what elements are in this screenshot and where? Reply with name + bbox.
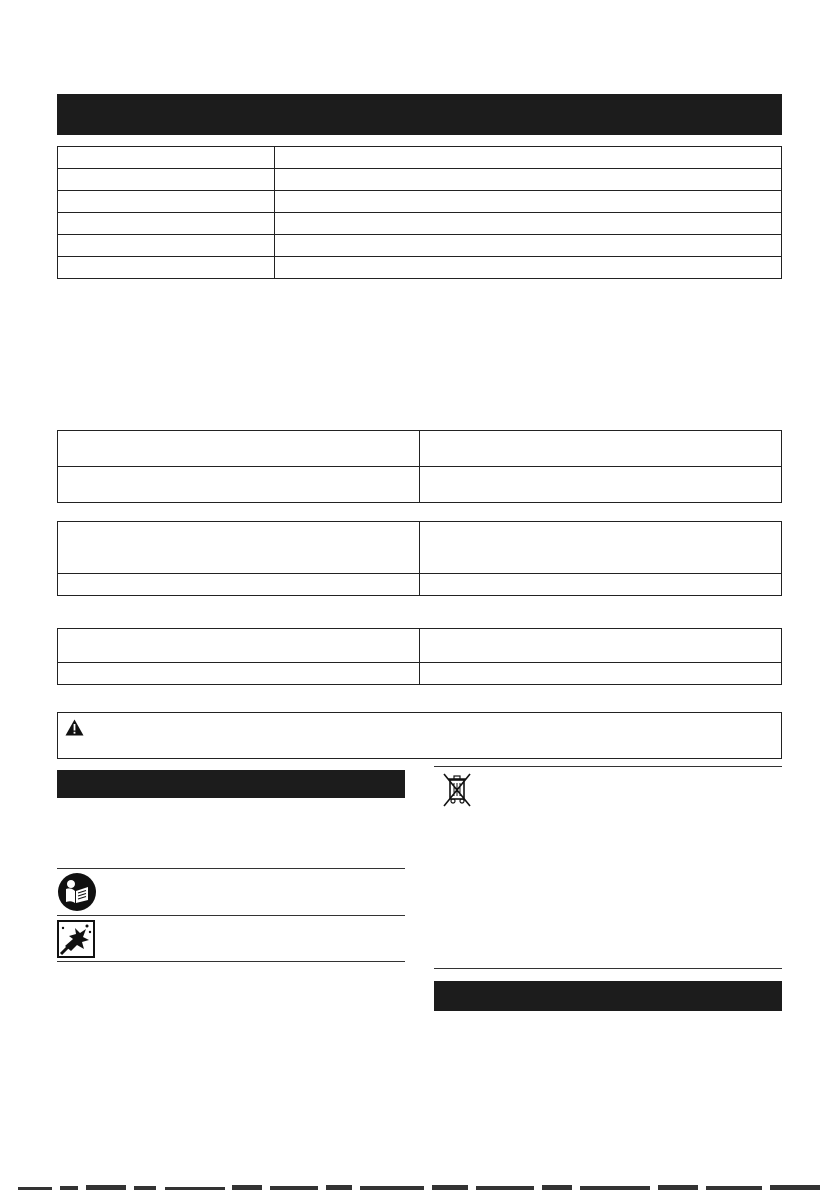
table-row xyxy=(58,169,782,191)
table-cell xyxy=(275,257,782,279)
divider xyxy=(434,766,782,767)
read-manual-icon xyxy=(57,872,97,912)
table-row xyxy=(58,431,782,467)
table-row xyxy=(58,257,782,279)
divider xyxy=(57,961,405,962)
table-row xyxy=(58,213,782,235)
table-cell xyxy=(275,213,782,235)
table-cell xyxy=(58,663,420,685)
symbols-heading-bar xyxy=(57,770,405,798)
noise-table-1 xyxy=(57,430,782,503)
table-row xyxy=(58,467,782,503)
table-cell xyxy=(420,522,782,574)
warning-triangle-icon xyxy=(65,719,84,736)
table-cell xyxy=(58,629,420,663)
table-cell xyxy=(420,467,782,503)
table-row xyxy=(58,191,782,213)
table-row xyxy=(58,663,782,685)
divider xyxy=(57,868,405,869)
table-cell xyxy=(58,574,420,596)
table-cell xyxy=(275,235,782,257)
table-cell xyxy=(275,169,782,191)
table-cell xyxy=(58,147,275,169)
table-cell xyxy=(275,147,782,169)
flying-debris-icon xyxy=(57,920,95,958)
divider xyxy=(434,968,782,969)
crossed-out-wheelie-bin-icon xyxy=(440,770,474,810)
title-bar xyxy=(57,94,782,135)
table-cell xyxy=(58,169,275,191)
table-row xyxy=(58,629,782,663)
table-cell xyxy=(58,191,275,213)
warning-box xyxy=(57,712,782,759)
table-cell xyxy=(58,213,275,235)
table-cell xyxy=(420,629,782,663)
table-cell xyxy=(420,663,782,685)
specification-table xyxy=(57,146,782,279)
table-cell xyxy=(58,257,275,279)
table-cell xyxy=(58,431,420,467)
table-row xyxy=(58,574,782,596)
table-cell xyxy=(58,235,275,257)
table-cell xyxy=(58,467,420,503)
noise-table-3 xyxy=(57,628,782,685)
table-row xyxy=(58,522,782,574)
intended-use-heading-bar xyxy=(434,981,782,1011)
table-cell xyxy=(58,522,420,574)
table-cell xyxy=(275,191,782,213)
page-edge-artifact xyxy=(0,1183,840,1192)
table-cell xyxy=(420,574,782,596)
table-row xyxy=(58,235,782,257)
table-cell xyxy=(420,431,782,467)
table-row xyxy=(58,147,782,169)
divider xyxy=(57,915,405,916)
noise-table-2 xyxy=(57,521,782,596)
